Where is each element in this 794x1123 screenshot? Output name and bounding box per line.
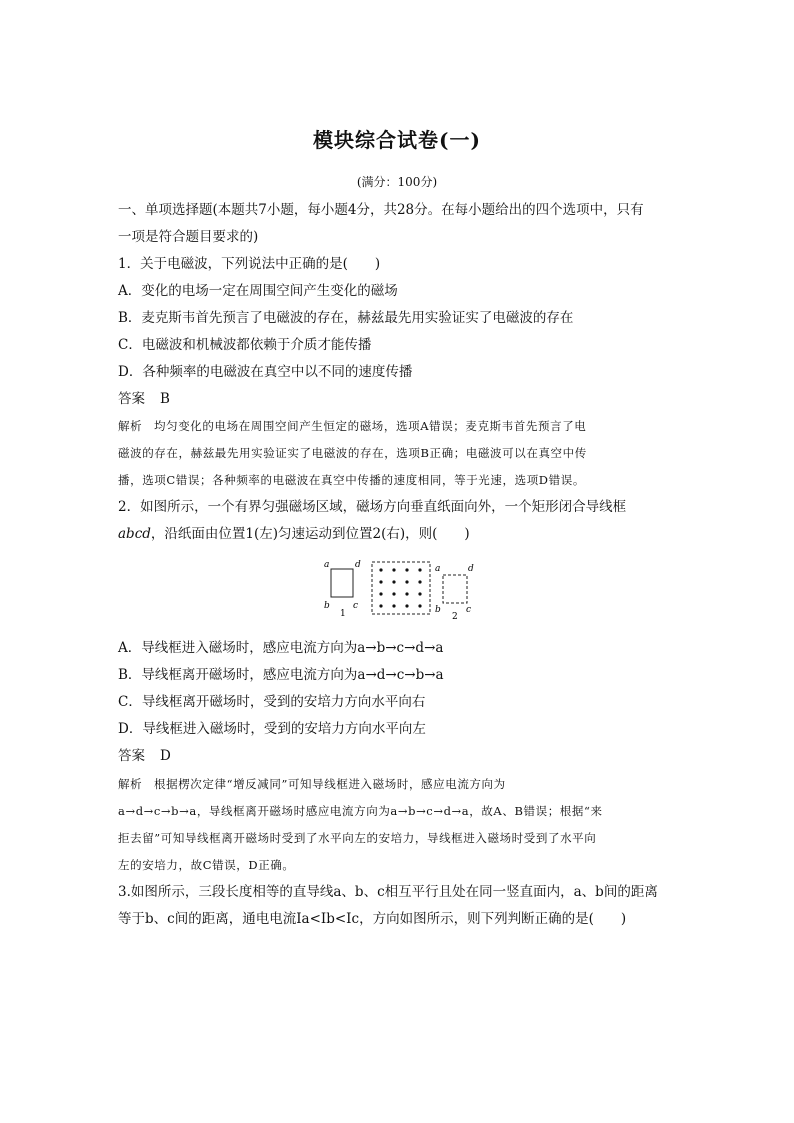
field-dot (405, 580, 408, 583)
q2-option-d: D．导线框进入磁场时，受到的安培力方向水平向左 (118, 721, 426, 737)
q1-option-d: D．各种频率的电磁波在真空中以不同的速度传播 (118, 364, 413, 380)
field-dot (392, 604, 395, 607)
page-title: 模块综合试卷(一) (313, 128, 481, 152)
q2-answer (118, 746, 678, 766)
frame-position-2 (443, 575, 467, 603)
q1-explanation-line3: 播，选项C错误；各种频率的电磁波在真空中传播的速度相同，等于光速，选项D错误。 (118, 473, 585, 487)
frame1-label-a: a (324, 560, 330, 570)
section-heading-line1: 一、单项选择题(本题共7小题，每小题4分，共28分。在每小题给出的四个选项中，只有 (118, 202, 644, 218)
q2-explanation-text1: 根据楞次定律“增反减同”可知导线框进入磁场时，感应电流方向为 (154, 777, 506, 791)
q2-frame-name: abcd (118, 526, 151, 542)
field-dot (392, 568, 395, 571)
explanation-label: 解析 (118, 777, 143, 791)
q2-explanation-line2: a→d→c→b→a，导线框离开磁场时感应电流方向为a→b→c→d→a，故A、B错误；根据“来 (118, 804, 603, 818)
frame1-label-c: c (353, 601, 359, 611)
q3-stem-line1: 3.如图所示，三段长度相等的直导线a、b、c相互平行且处在同一竖直面内，a、b间的距离 (118, 884, 658, 900)
section-heading-line2: 一项是符合题目要求的) (118, 229, 259, 245)
field-dot (418, 592, 421, 595)
magnetic-field-figure (318, 556, 478, 622)
answer-label: 答案 (118, 391, 145, 407)
field-dot (379, 580, 382, 583)
q2-stem-line1: 2．如图所示，一个有界匀强磁场区域，磁场方向垂直纸面向外，一个矩形闭合导线框 (118, 499, 627, 515)
q1-answer-value: B (160, 391, 170, 407)
q2-option-a: A．导线框进入磁场时，感应电流方向为a→b→c→d→a (118, 640, 444, 656)
q1-explanation-line2: 磁波的存在，赫兹最先用实验证实了电磁波的存在，选项B正确；电磁波可以在真空中传 (118, 446, 587, 460)
field-dots (379, 568, 421, 607)
frame1-position-number: 1 (340, 609, 346, 619)
frame1-label-b: b (324, 601, 330, 611)
field-dot (418, 580, 421, 583)
q2-stem-line2-text: ，沿纸面由位置1(左)匀速运动到位置2(右)，则( ) (150, 526, 470, 542)
q2-explanation-line4: 左的安培力，故C错误，D正确。 (118, 858, 295, 872)
q3-stem-line2: 等于b、c间的距离，通电电流Ia<Ib<Ic，方向如图所示，则下列判断正确的是( ) (118, 911, 627, 927)
field-dot (379, 568, 382, 571)
frame2-position-number: 2 (452, 612, 458, 622)
q1-option-c: C．电磁波和机械波都依赖于介质才能传播 (118, 337, 372, 353)
field-dot (405, 568, 408, 571)
q2-stem-line2 (118, 524, 678, 544)
explanation-label: 解析 (118, 419, 143, 433)
field-dot (418, 568, 421, 571)
frame1-label-d: d (355, 560, 361, 570)
field-dot (379, 592, 382, 595)
answer-label: 答案 (118, 748, 145, 764)
field-dot (392, 580, 395, 583)
q1-answer (118, 389, 678, 409)
q2-option-b: B．导线框离开磁场时，感应电流方向为a→d→c→b→a (118, 667, 444, 683)
q2-explanation-line1 (118, 774, 678, 794)
field-dot (405, 604, 408, 607)
frame2-label-b: b (435, 605, 441, 615)
q2-option-c: C．导线框离开磁场时，受到的安培力方向水平向右 (118, 694, 426, 710)
field-dot (392, 592, 395, 595)
full-score: (满分：100分) (356, 175, 438, 189)
q2-answer-value: D (160, 748, 171, 764)
field-dot (379, 604, 382, 607)
q1-explanation-text1: 均匀变化的电场在周围空间产生恒定的磁场，选项A错误；麦克斯韦首先预言了电 (154, 419, 587, 433)
field-dot (405, 592, 408, 595)
q1-explanation-line1 (118, 416, 678, 436)
q2-explanation-line3: 拒去留”可知导线框离开磁场时受到了水平向左的安培力，导线框进入磁场时受到了水平向 (118, 831, 597, 845)
q1-option-a: A．变化的电场一定在周围空间产生变化的磁场 (118, 283, 398, 299)
field-dot (418, 604, 421, 607)
q1-option-b: B．麦克斯韦首先预言了电磁波的存在，赫兹最先用实验证实了电磁波的存在 (118, 310, 574, 326)
frame2-label-d: d (468, 564, 474, 574)
q1-stem: 1．关于电磁波，下列说法中正确的是( ) (118, 256, 381, 272)
frame-position-1 (331, 569, 353, 597)
frame2-label-c: c (466, 605, 472, 615)
frame2-label-a: a (435, 564, 441, 574)
